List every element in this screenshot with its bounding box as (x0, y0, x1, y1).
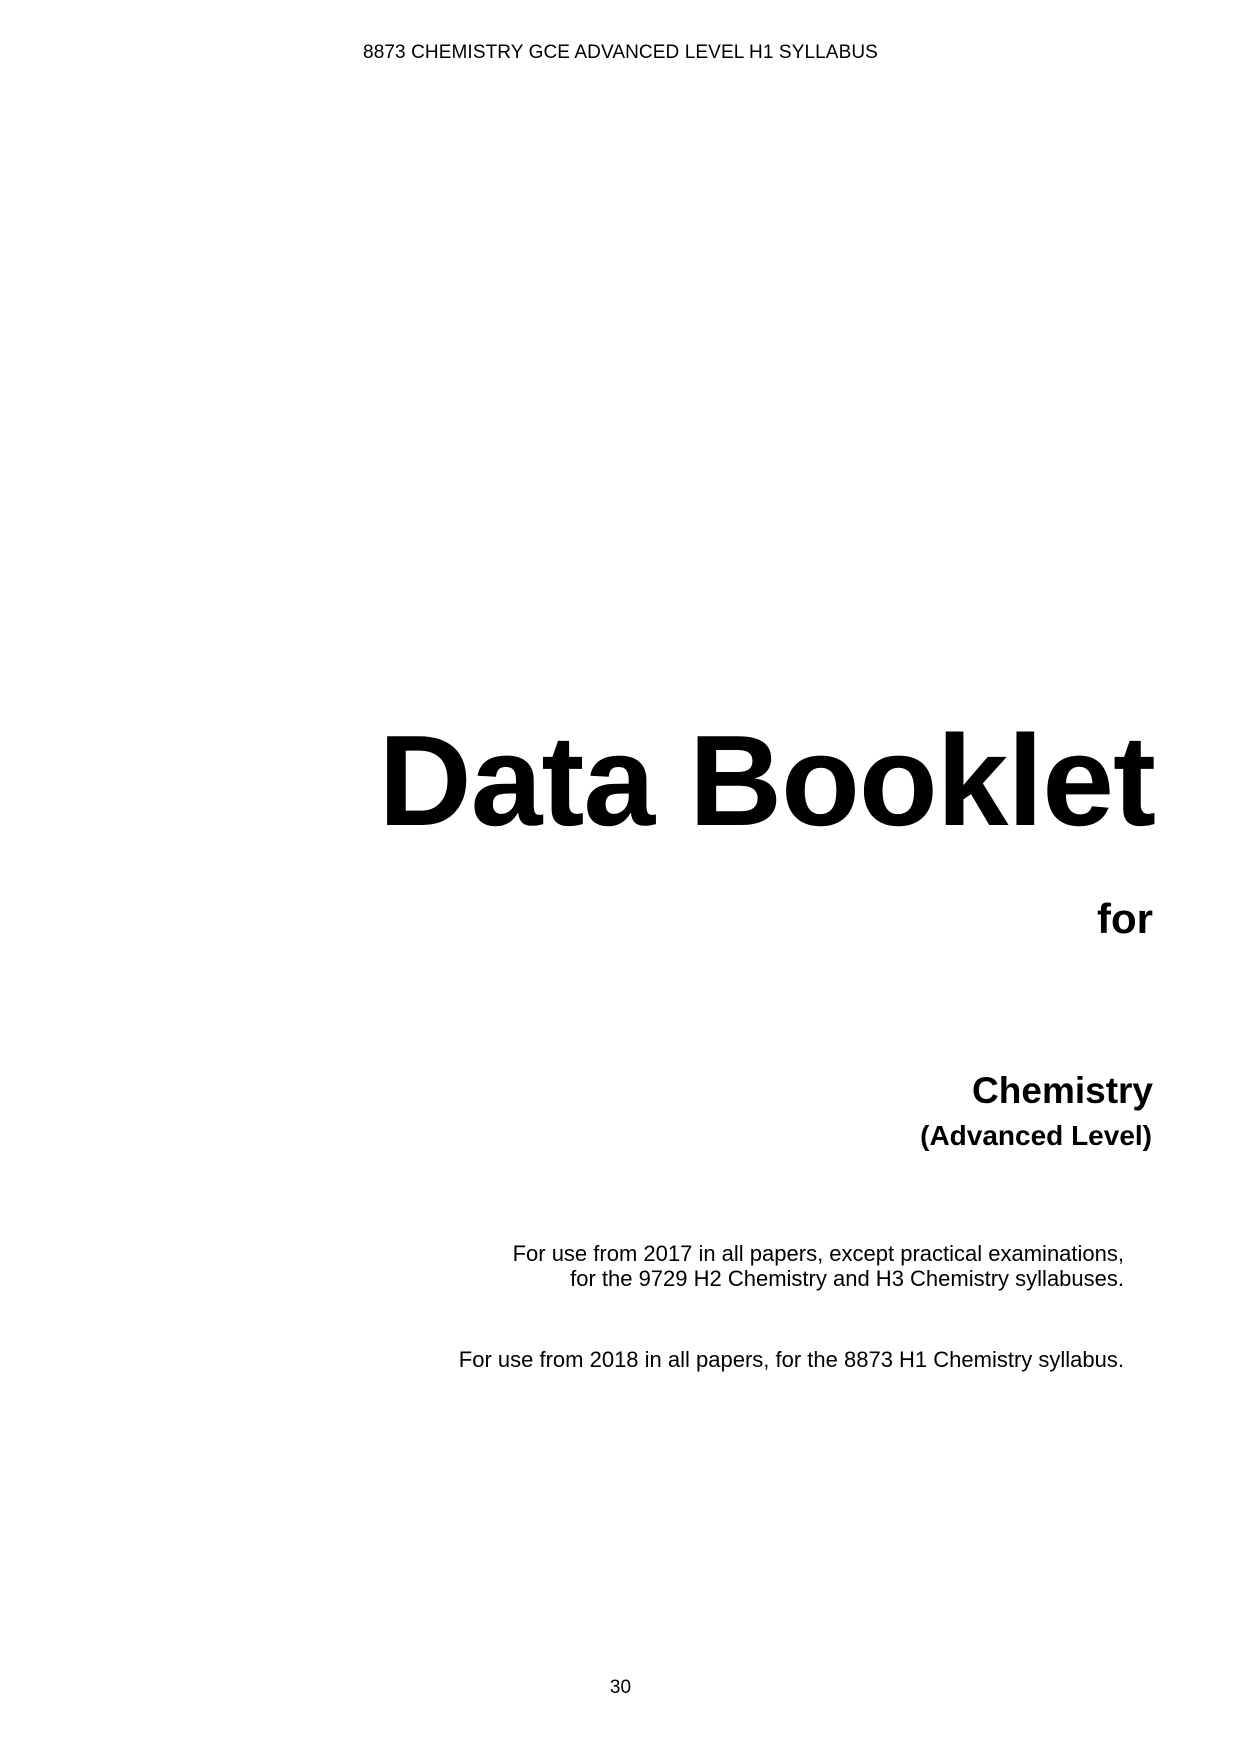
subject-title: Chemistry (972, 1070, 1153, 1111)
running-header: 8873 CHEMISTRY GCE ADVANCED LEVEL H1 SYLLABUS (363, 42, 878, 63)
booklet-title: Data Booklet (378, 709, 1155, 853)
usage-note-2018: For use from 2018 in all papers, for the 8873 H1 Chemistry syllabus. (458, 1347, 1124, 1372)
usage-note-2017-line1: For use from 2017 in all papers, except practical examinations, (512, 1241, 1124, 1266)
usage-note-2017-line2: for the 9729 H2 Chemistry and H3 Chemistry syllabuses. (570, 1266, 1124, 1291)
for-label: for (1097, 895, 1153, 942)
level-subtitle: (Advanced Level) (920, 1120, 1152, 1151)
page-number: 30 (609, 1677, 632, 1698)
